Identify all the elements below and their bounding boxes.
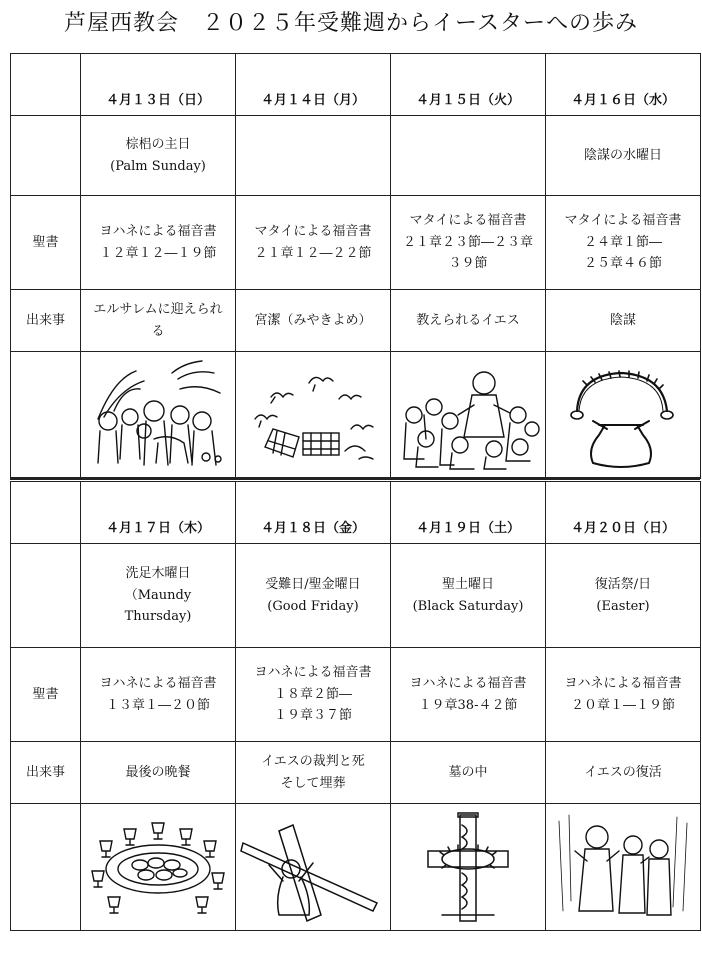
blank-label-cell [11,116,81,196]
scripture-row [11,196,701,290]
scripture-line: ヨハネによる福音書 [99,676,217,692]
event-label: 出来事 [11,290,81,352]
event-cell: 最後の晩餐 [81,742,236,804]
event-cell: 宮潔（みやきよめ） [236,290,391,352]
illustration-cell [391,352,546,479]
illustration-cell [81,352,236,479]
day-name-line: (Good Friday) [267,598,359,614]
day-name-line: 聖土曜日 [441,577,494,593]
illustration-row [11,352,701,479]
event-row [11,742,701,804]
scripture-line: １３章１―２０節 [105,697,210,713]
day-name-line: 受難日/聖金曜日 [265,577,361,593]
illustration-cell [236,352,391,479]
scripture-line: １８章２節― [273,686,352,702]
day-name-cell [546,544,701,648]
scripture-cell [236,648,391,742]
day-name-cell [81,544,236,648]
illustration-cell [546,804,701,931]
event-cell: イエスの復活 [546,742,701,804]
date-cell: ４月１７日（木） [81,482,236,544]
day-name-line: 洗足木曜日 [125,566,191,582]
day-name-line: (Easter) [596,598,650,614]
date-row [11,482,701,544]
day-name-cell [81,116,236,196]
blank-label-cell [11,804,81,931]
event-line: る [151,323,165,339]
scripture-cell [391,196,546,290]
illustration-row [11,804,701,931]
scripture-row [11,648,701,742]
event-line: そして埋葬 [280,775,346,791]
day-name-row [11,544,701,648]
day-name-line: 棕梠の主日 [125,137,191,153]
scripture-line: ３９節 [448,256,488,272]
jesus-teaching-illustration [394,359,542,471]
scripture-cell [546,648,701,742]
event-cell: 教えられるイエス [391,290,546,352]
scripture-line: ２１章１２―２２節 [254,245,372,261]
illustration-cell [236,804,391,931]
date-cell: ４月１８日（金） [236,482,391,544]
event-cell [81,290,236,352]
corner-cell [11,54,81,116]
scripture-cell [546,196,701,290]
scripture-line: ヨハネによる福音書 [409,676,527,692]
scripture-line: マタイによる福音書 [409,213,527,229]
day-name-row [11,116,701,196]
blank-label-cell [11,352,81,479]
scripture-cell [236,196,391,290]
day-name-line: (Black Saturday) [412,598,524,614]
page-title: 芦屋西教会 ２０２５年受難週からイースターへの歩み [64,11,638,36]
palm-sunday-crowd-illustration [84,359,232,471]
scripture-line: ２０章１―１９節 [570,697,675,713]
event-label: 出来事 [11,742,81,804]
scripture-cell [81,196,236,290]
schedule-week2-table [10,481,701,931]
scripture-line: ヨハネによる福音書 [564,676,682,692]
event-cell [236,742,391,804]
scripture-cell [81,648,236,742]
date-cell: ４月２０日（日） [546,482,701,544]
schedule-week1-table [10,53,701,479]
scripture-line: １２章１２―１９節 [99,245,217,261]
week-divider [10,477,700,480]
day-name-line: (Palm Sunday) [110,158,206,174]
scripture-line: マタイによる福音書 [254,224,372,240]
illustration-cell [81,804,236,931]
carrying-cross-illustration [239,811,387,923]
day-name-cell [391,544,546,648]
illustration-cell [546,352,701,479]
day-name-line: Thursday) [124,609,192,625]
date-cell: ４月１４日（月） [236,54,391,116]
date-cell: ４月１６日（水） [546,54,701,116]
day-name-cell [236,544,391,648]
day-name-cell [546,116,701,196]
date-cell: ４月１３日（日） [81,54,236,116]
day-name-cell [391,116,546,196]
scripture-line: ２１章２３節―２３章 [402,234,533,250]
scripture-label: 聖書 [11,648,81,742]
scripture-line: ヨハネによる福音書 [99,224,217,240]
resurrection-illustration [549,811,697,923]
scripture-line: ２４章１節― [583,234,662,250]
scripture-cell [391,648,546,742]
blank-label-cell [11,544,81,648]
event-cell: 陰謀 [546,290,701,352]
scripture-line: ２５章４６節 [583,256,662,272]
day-name-line: （Maundy [124,587,192,603]
scripture-line: マタイによる福音書 [564,213,682,229]
day-name-cell [236,116,391,196]
event-line: エルサレムに迎えられ [93,302,223,318]
last-supper-table-illustration [84,811,232,923]
day-name-line: 復活祭/日 [594,577,652,593]
corner-cell [11,482,81,544]
cross-crown-of-thorns-illustration [394,811,542,923]
event-row [11,290,701,352]
scripture-label: 聖書 [11,196,81,290]
temple-cleansing-doves-illustration [239,359,387,471]
scripture-line: １９章38-４２節 [418,697,518,713]
money-bag-coins-illustration [549,359,697,471]
illustration-cell [391,804,546,931]
scripture-line: ヨハネによる福音書 [254,665,372,681]
scripture-line: １９章３７節 [273,708,352,724]
event-line: イエスの裁判と死 [261,754,365,770]
event-cell: 墓の中 [391,742,546,804]
date-cell: ４月１９日（土） [391,482,546,544]
date-cell: ４月１５日（火） [391,54,546,116]
date-row [11,54,701,116]
day-name-line: 陰謀の水曜日 [583,147,662,163]
